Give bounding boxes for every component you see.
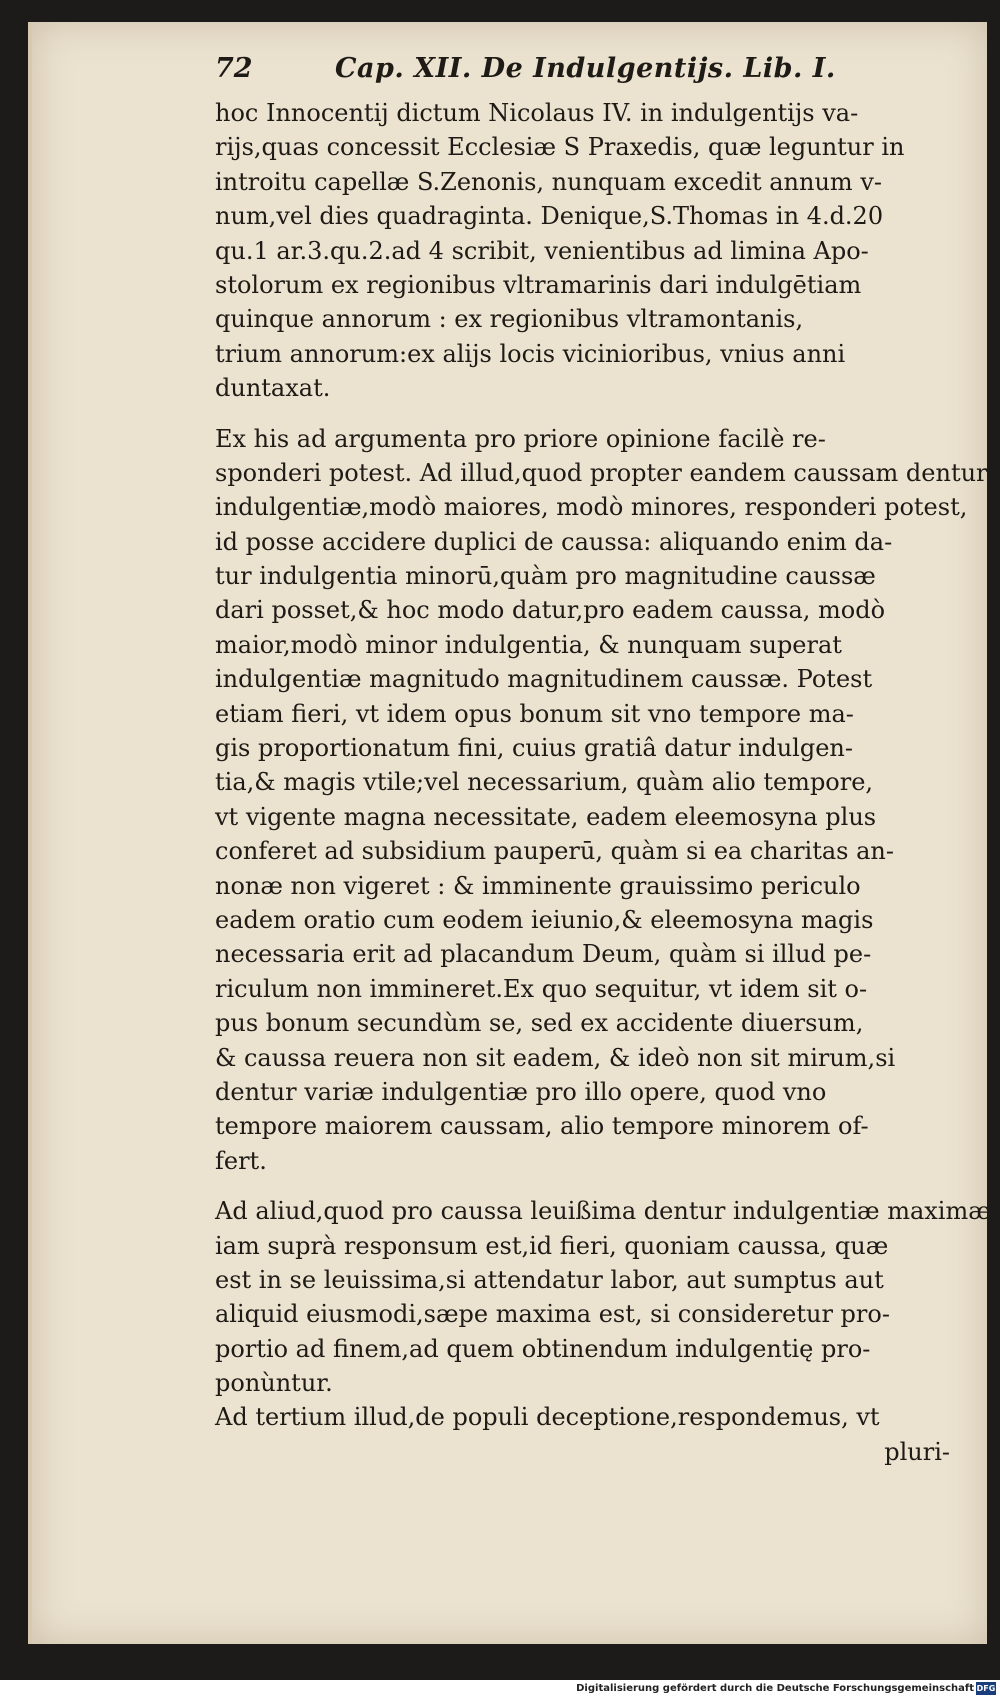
text-line: nonæ non vigeret : & imminente grauissimo periculo [215, 871, 861, 900]
text-line: necessaria erit ad placandum Deum, quàm si illud pe- [215, 940, 872, 969]
text-line: portio ad finem,ad quem obtinendum indulgentię pro- [215, 1334, 871, 1363]
text-line: Ex his ad argumenta pro priore opinione facilè re- [215, 424, 826, 453]
body-text [215, 96, 999, 1435]
text-line: conferet ad subsidium pauperū, quàm si ea charitas an- [215, 837, 894, 866]
paragraph-gap [215, 406, 950, 422]
text-line: stolorum ex regionibus vltramarinis dari indulgētiam [215, 270, 862, 299]
text-line: indulgentiæ magnitudo magnitudinem caussæ. Potest [215, 665, 873, 694]
text-line: etiam fieri, vt idem opus bonum sit vno tempore ma- [215, 699, 854, 728]
text-line: aliquid eiusmodi,sæpe maxima est, si consideretur pro- [215, 1300, 890, 1329]
text-line: qu.1 ar.3.qu.2.ad 4 scribit, venientibus ad limina Apo- [215, 236, 869, 265]
text-line: gis proportionatum fini, cuius gratiâ datur indulgen- [215, 734, 853, 763]
text-line: tia,& magis vtile;vel necessarium, quàm alio tempore, [215, 768, 874, 797]
digitization-footer [0, 1680, 1000, 1697]
page-number: 72 [215, 53, 253, 84]
text-line: ponùntur. [215, 1369, 333, 1398]
page-text-block [215, 52, 999, 1469]
dfg-logo-text: DFG [976, 1684, 996, 1693]
text-line: id posse accidere duplici de caussa: aliquando enim da- [215, 527, 893, 556]
text-line: riculum non immineret.Ex quo sequitur, vt idem sit o- [215, 974, 868, 1003]
text-line: tur indulgentia minorū,quàm pro magnitudine caussæ [215, 562, 876, 591]
text-line: indulgentiæ,modò maiores, modò minores, responderi potest, [215, 493, 968, 522]
text-line: est in se leuissima,si attendatur labor, aut sumptus aut [215, 1265, 884, 1294]
text-line: duntaxat. [215, 374, 331, 403]
text-line: & caussa reuera non sit eadem, & ideò non sit mirum,si [215, 1043, 896, 1072]
text-line: vt vigente magna necessitate, eadem eleemosyna plus [215, 802, 877, 831]
text-line: rijs,quas concessit Ecclesiæ S Praxedis, quæ leguntur in [215, 133, 905, 162]
footer-credit: Digitalisierung gefördert durch die Deutsche Forschungsgemeinschaft [576, 1683, 974, 1694]
text-line: sponderi potest. Ad illud,quod propter eandem caussam dentur [215, 458, 988, 487]
text-line: tempore maiorem caussam, alio tempore minorem of- [215, 1112, 869, 1141]
running-head: Cap. XII. De Indulgentijs. Lib. I. [335, 53, 836, 84]
text-line: quinque annorum : ex regionibus vltramontanis, [215, 305, 804, 334]
text-line: pus bonum secundùm se, sed ex accidente diuersum, [215, 1009, 864, 1038]
dfg-logo [976, 1682, 996, 1695]
text-line: dari posset,& hoc modo datur,pro eadem caussa, modò [215, 596, 886, 625]
text-line: introitu capellæ S.Zenonis, nunquam excedit annum v- [215, 167, 882, 196]
running-header [215, 52, 950, 92]
text-line: trium annorum:ex alijs locis vicinioribus, vnius anni [215, 339, 846, 368]
text-line: Ad aliud,quod pro caussa leuißima dentur indulgentiæ maximæ, [215, 1197, 999, 1226]
text-line: hoc Innocentij dictum Nicolaus IV. in indulgentijs va- [215, 99, 859, 127]
text-line: maior,modò minor indulgentia, & nunquam superat [215, 630, 842, 659]
text-line: dentur variæ indulgentiæ pro illo opere, quod vno [215, 1077, 827, 1106]
text-line: iam suprà responsum est,id fieri, quoniam caussa, quæ [215, 1231, 889, 1260]
paragraph-gap [215, 1178, 950, 1194]
text-line: fert. [215, 1146, 267, 1175]
catchword: pluri- [884, 1437, 950, 1466]
text-line: num,vel dies quadraginta. Denique,S.Thomas in 4.d.20 [215, 202, 884, 231]
text-line: eadem oratio cum eodem ieiunio,& eleemosyna magis [215, 905, 874, 934]
text-line: Ad tertium illud,de populi deceptione,respondemus, vt [215, 1403, 880, 1432]
